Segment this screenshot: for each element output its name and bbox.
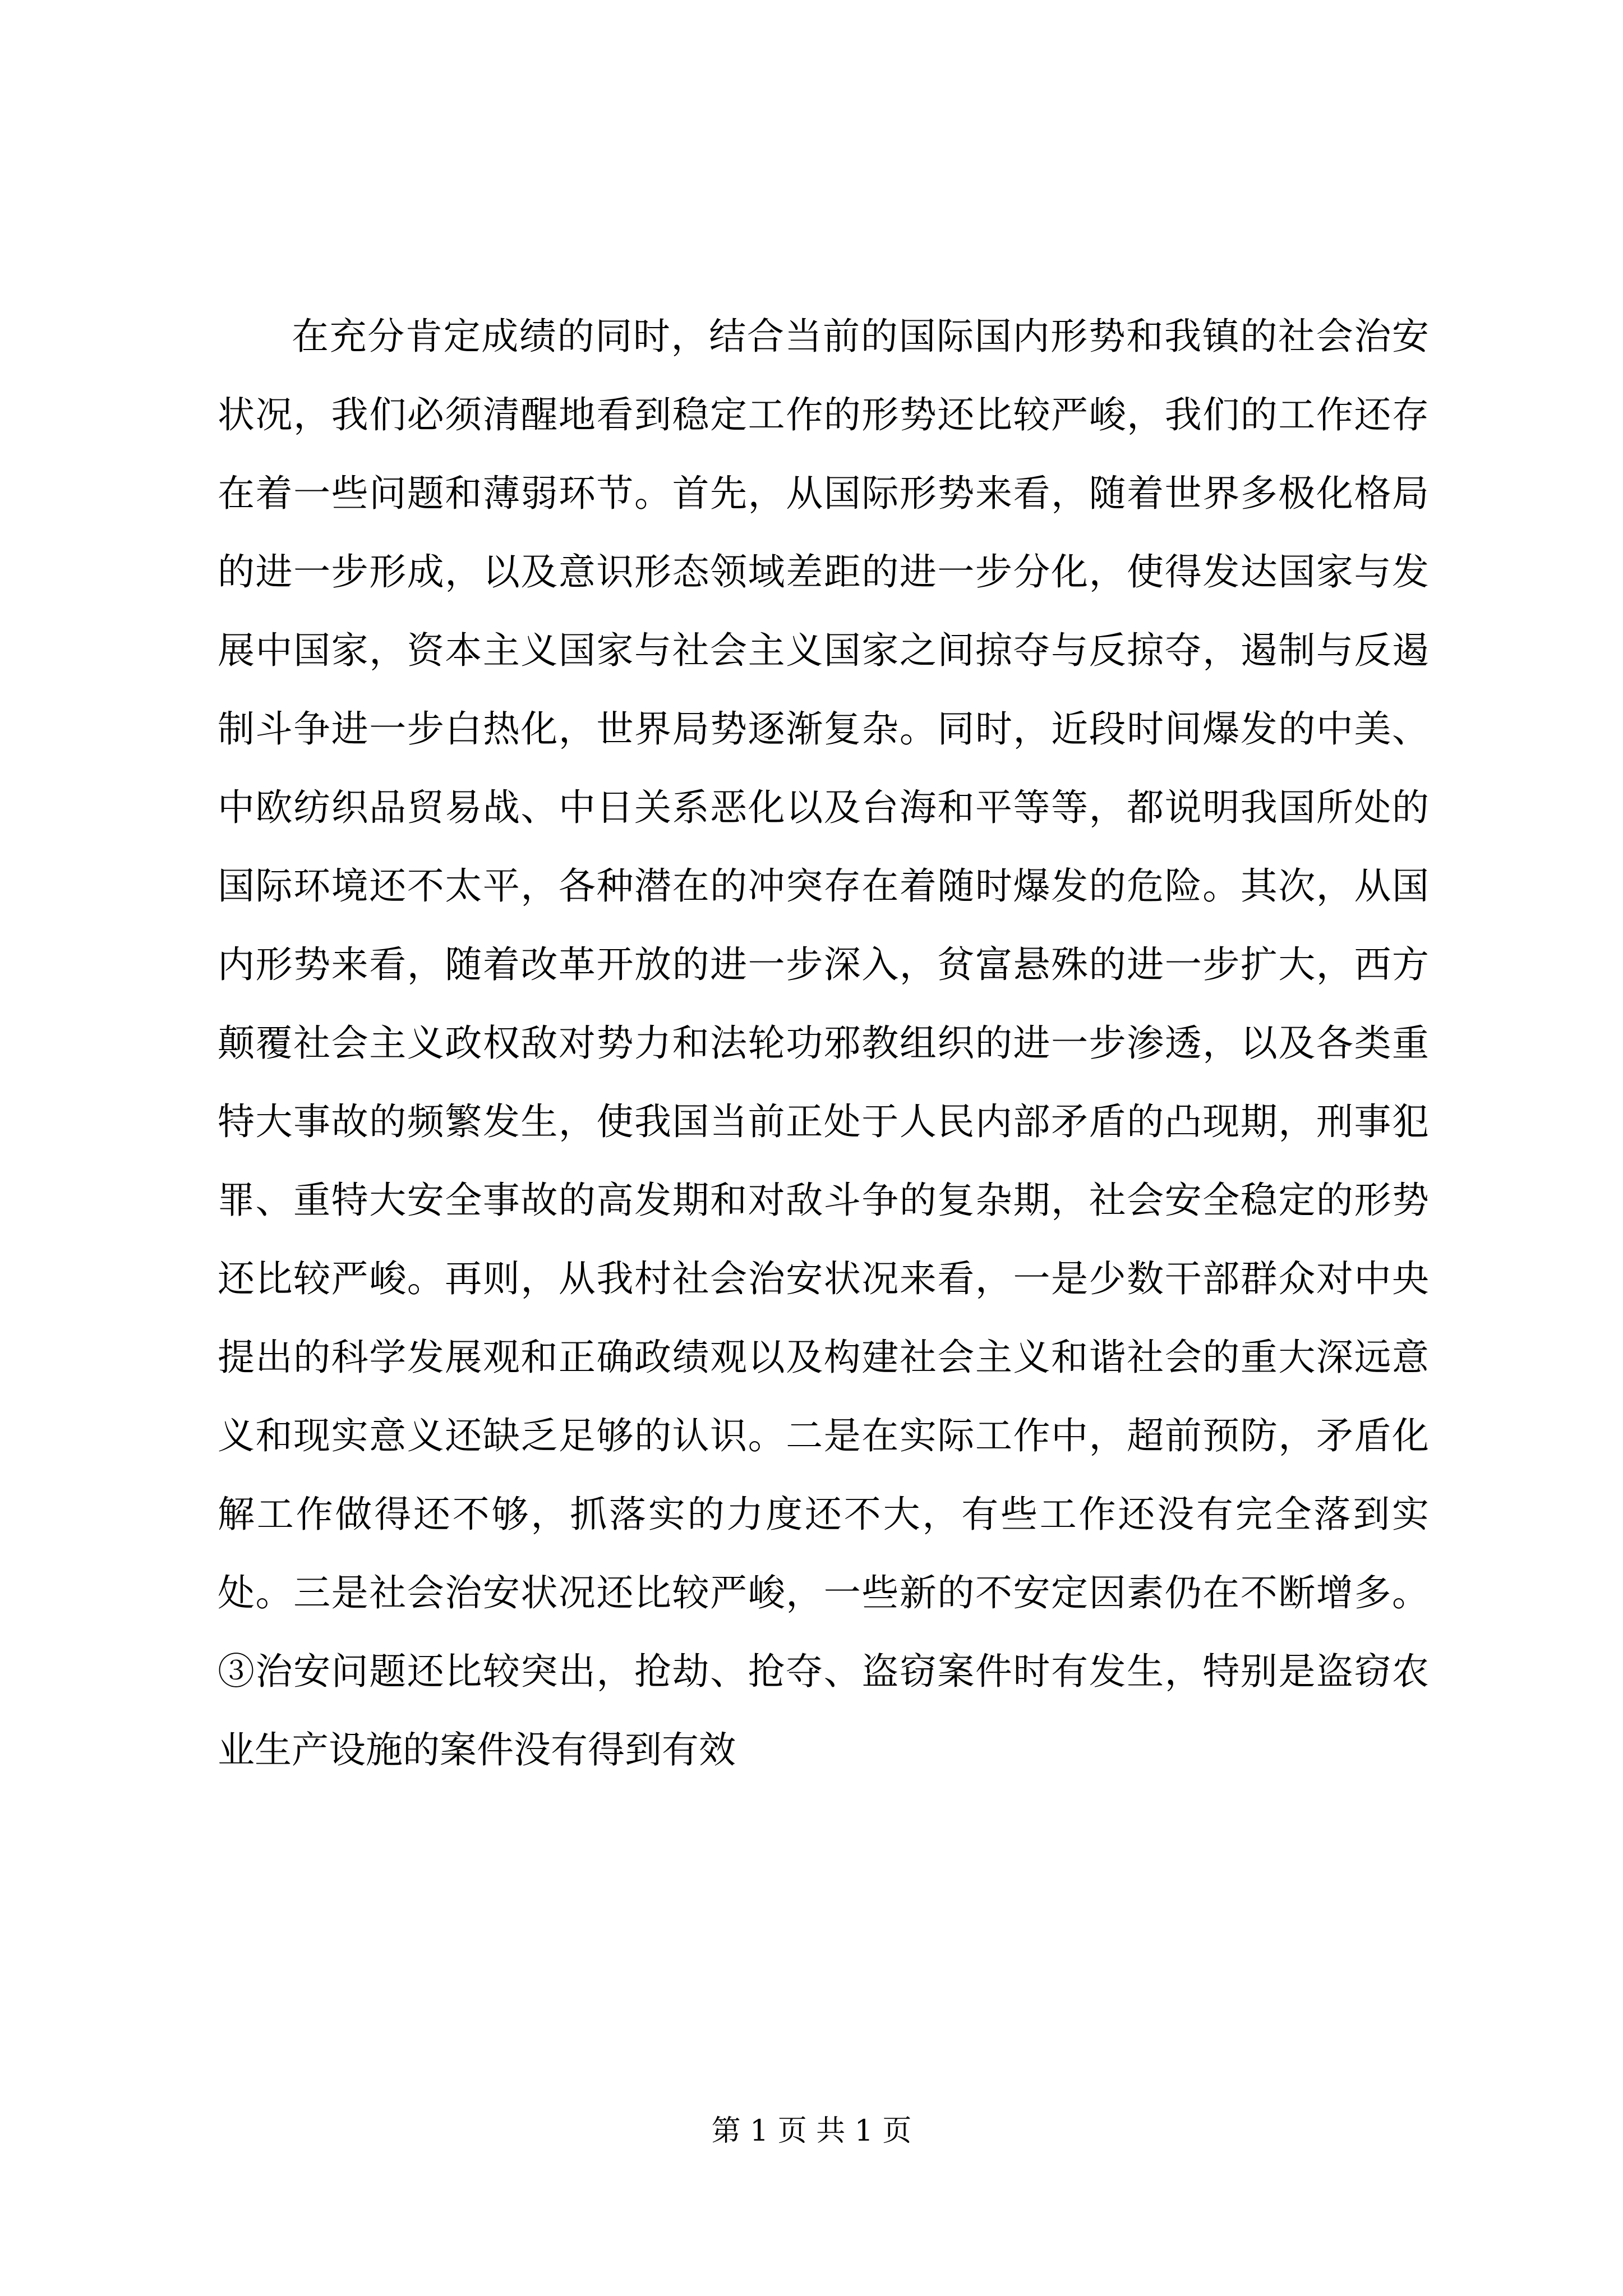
body-paragraph: 在充分肯定成绩的同时，结合当前的国际国内形势和我镇的社会治安状况，我们必须清醒地看到稳定工作的形势还比较严峻，我们的工作还存在着一些问题和薄弱环节。首先，从国际形势来看，随着世界多极化格局的进一步形成，以及意识形态领域差距的进一步分化，使得发达国家与发展中国家，资本主义国家与社会主义国家之间掠夺与反掠夺，遏制与反遏制斗争进一步白热化，世界局势逐渐复杂。同时，近段时间爆发的中美、中欧纺织品贸易战、中日关系恶化以及台海和平等等，都说明我国所处的国际环境还不太平，各种潜在的冲突存在着随时爆发的危险。其次，从国内形势来看，随着改革开放的进一步深入，贫富悬殊的进一步扩大，西方颠覆社会主义政权敌对势力和法轮功邪教组织的进一步渗透，以及各类重特大事故的频繁发生，使我国当前正处于人民内部矛盾的凸现期，刑事犯罪、重特大安全事故的高发期和对敌斗争的复杂期，社会安全稳定的形势还比较严峻。再则，从我村社会治安状况来看，一是少数干部群众对中央提出的科学发展观和正确政绩观以及构建社会主义和谐社会的重大深远意义和现实意义还缺乏足够的认识。二是在实际工作中，超前预防，矛盾化解工作做得还不够，抓落实的力度还不大，有些工作还没有完全落到实处。三是社会治安状况还比较严峻，一些新的不安定因素仍在不断增多。③治安问题还比较突出，抢劫、抢夺、盗窃案件时有发生，特别是盗窃农业生产设施的案件没有得到有效	[218, 315, 1429, 1772]
page-footer: 第 1 页 共 1 页	[711, 2114, 912, 2148]
